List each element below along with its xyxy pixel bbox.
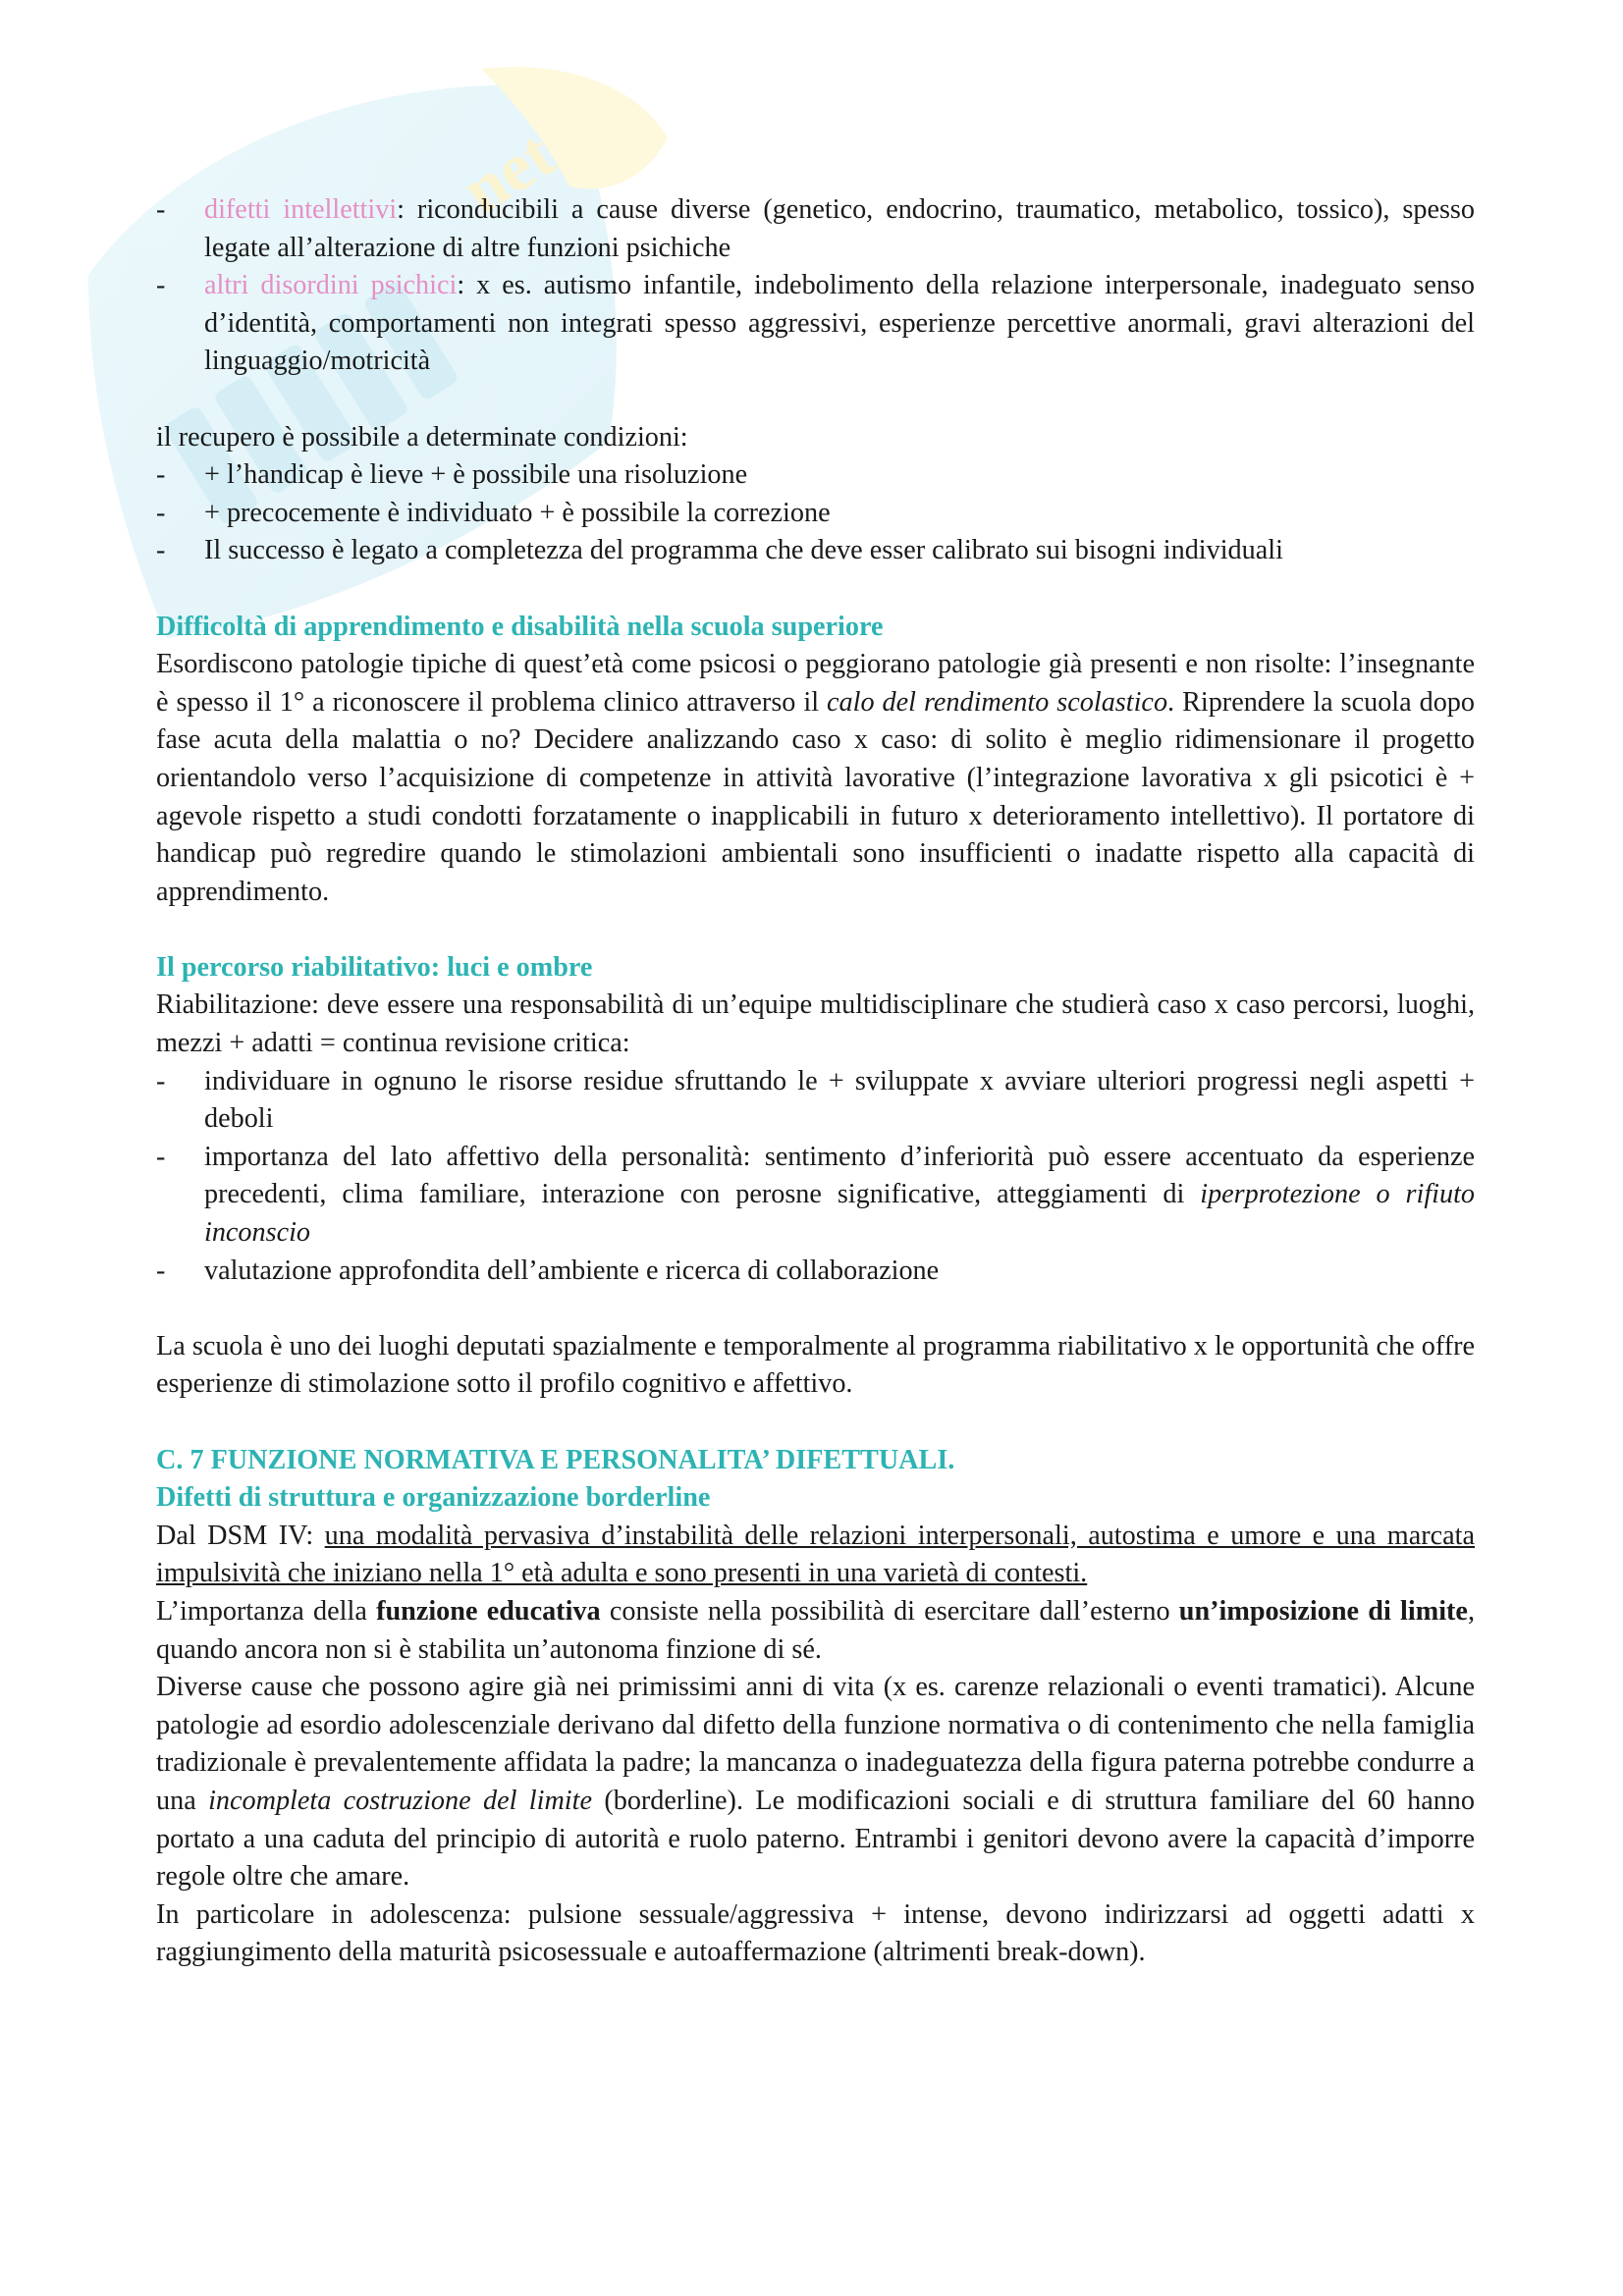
term-difetti-intellettivi: difetti intellettivi [204,194,398,225]
list-item: - Il successo è legato a completezza del programma che deve esser calibrato sui bisogni individuali [156,532,1475,570]
term-altri-disordini: altri disordini psichici [204,270,458,301]
text: Diverse cause che possono agire già nei primissimi anni di vita (x es. carenze relazionali o eventi tramatici). Alcune patologie ad esordio adolescenziale derivano dal difetto della funzione normativa o di contenimento che nella famiglia tradizionale è prevalentemente affidata la padre; la mancanza o inadeguatezza della figura paterna potrebbe condurre a una [156,1672,1475,1816]
text: (borderline). Le modificazioni sociali e di struttura familiare del 60 hanno portato a una caduta del principio di autorità e ruolo paterno. Entrambi i genitori devono avere la capacità d’imporre regole oltre che amare. [156,1785,1475,1893]
text: Dal DSM IV: [156,1520,325,1551]
paragraph: Riabilitazione: deve essere una responsabilità di un’equipe multidisciplinare che studierà caso x caso percorsi, luoghi, mezzi + adatti = continua revisione critica: [156,989,1475,1059]
chapter-heading: C. 7 FUNZIONE NORMATIVA E PERSONALITA’ DIFETTUALI. [156,1444,955,1475]
paragraph: In particolare in adolescenza: pulsione sessuale/aggressiva + intense, devono indirizzarsi ad oggetti adatti x raggiungimento della maturità psicosessuale e autoaffermazione (altrimenti break-down). [156,1898,1475,1968]
underlined-quote: una modalità pervasiva d’instabilità delle relazioni interpersonali, autostima e umore e una marcata impulsività che iniziano nella 1° età adulta e sono presenti in una varietà di contesti. [156,1520,1475,1589]
paragraph [156,1593,1475,1669]
section-heading-percorso: Il percorso riabilitativo: luci e ombre [156,951,593,983]
text: consiste nella possibilità di esercitare dall’esterno [600,1595,1179,1627]
paragraph [156,1518,1475,1593]
recupero-intro: il recupero è possibile a determinate condizioni: [156,421,688,453]
text: importanza del lato affettivo della personalità: sentimento d’inferiorità può essere accentuato da esperienze precedenti, clima familiare, interazione con perosne significative, atteggiamenti di [204,1141,1475,1210]
list-item-text: : x es. autismo infantile, indebolimento della relazione interpersonale, inadeguato senso d’identità, comportamenti non integrati spesso aggressivi, esperienze percettive anormali, gravi alterazioni del linguaggio/motricità [204,270,1475,377]
text: Esordiscono patologie tipiche di quest’età come psicosi o peggiorano patologie già presenti e non risolte: l’insegnante è spesso il 1° a riconoscere il problema clinico attraverso il [156,649,1475,718]
text: L’importanza della [156,1595,377,1627]
list-item: - + l’handicap è lieve + è possibile una risoluzione [156,456,1475,495]
bold-term: funzione educativa [376,1595,601,1627]
document-body [156,191,1475,1972]
emphasis: incompleta costruzione del limite [208,1785,592,1816]
paragraph: La scuola è uno dei luoghi deputati spazialmente e temporalmente al programma riabilitativo x le opportunità che offre esperienze di stimolazione sotto il profilo cognitivo e affettivo. [156,1330,1475,1400]
emphasis: iperprotezione o rifiuto inconscio [204,1179,1475,1249]
list-item: - individuare in ognuno le risorse residue sfruttando le + sviluppate x avviare ulteriori progressi negli aspetti + deboli [156,1063,1475,1139]
svg-text:net: net [449,116,568,230]
list-item [156,1139,1475,1253]
list-item: - valutazione approfondita dell’ambiente e ricerca di collaborazione [156,1253,1475,1291]
section-heading-borderline: Difetti di struttura e organizzazione borderline [156,1482,711,1514]
paragraph [156,646,1475,911]
paragraph [156,1669,1475,1896]
text: , quando ancora non si è stabilita un’autonoma finzione di sé. [156,1595,1475,1665]
text: . Riprendere la scuola dopo fase acuta della malattia o no? Decidere analizzando caso x caso: di solito è meglio ridimensionare il progetto orientandolo verso l’acquisizione di competenze in attività lavorative (l’integrazione lavorativa x gli psicotici è + agevole rispetto a studi condotti forzatamente o inapplicabili in futuro x deterioramento intellettivo). Il portatore di handicap può regredire quando le stimolazioni ambientali sono insufficienti o inadatte rispetto alla capacità di apprendimento. [156,686,1475,907]
list-item: - + precocemente è individuato + è possibile la correzione [156,495,1475,533]
section-heading-scuola: Difficoltà di apprendimento e disabilità nella scuola superiore [156,611,884,642]
emphasis: calo del rendimento scolastico [827,686,1168,718]
bold-term: un’imposizione di limite [1178,1595,1468,1627]
list-item-text: : riconducibili a cause diverse (genetico, endocrino, traumatico, metabolico, tossico), spesso legate all’alterazione di altre funzioni psichiche [204,194,1475,263]
list-item [156,267,1475,381]
list-item [156,191,1475,267]
